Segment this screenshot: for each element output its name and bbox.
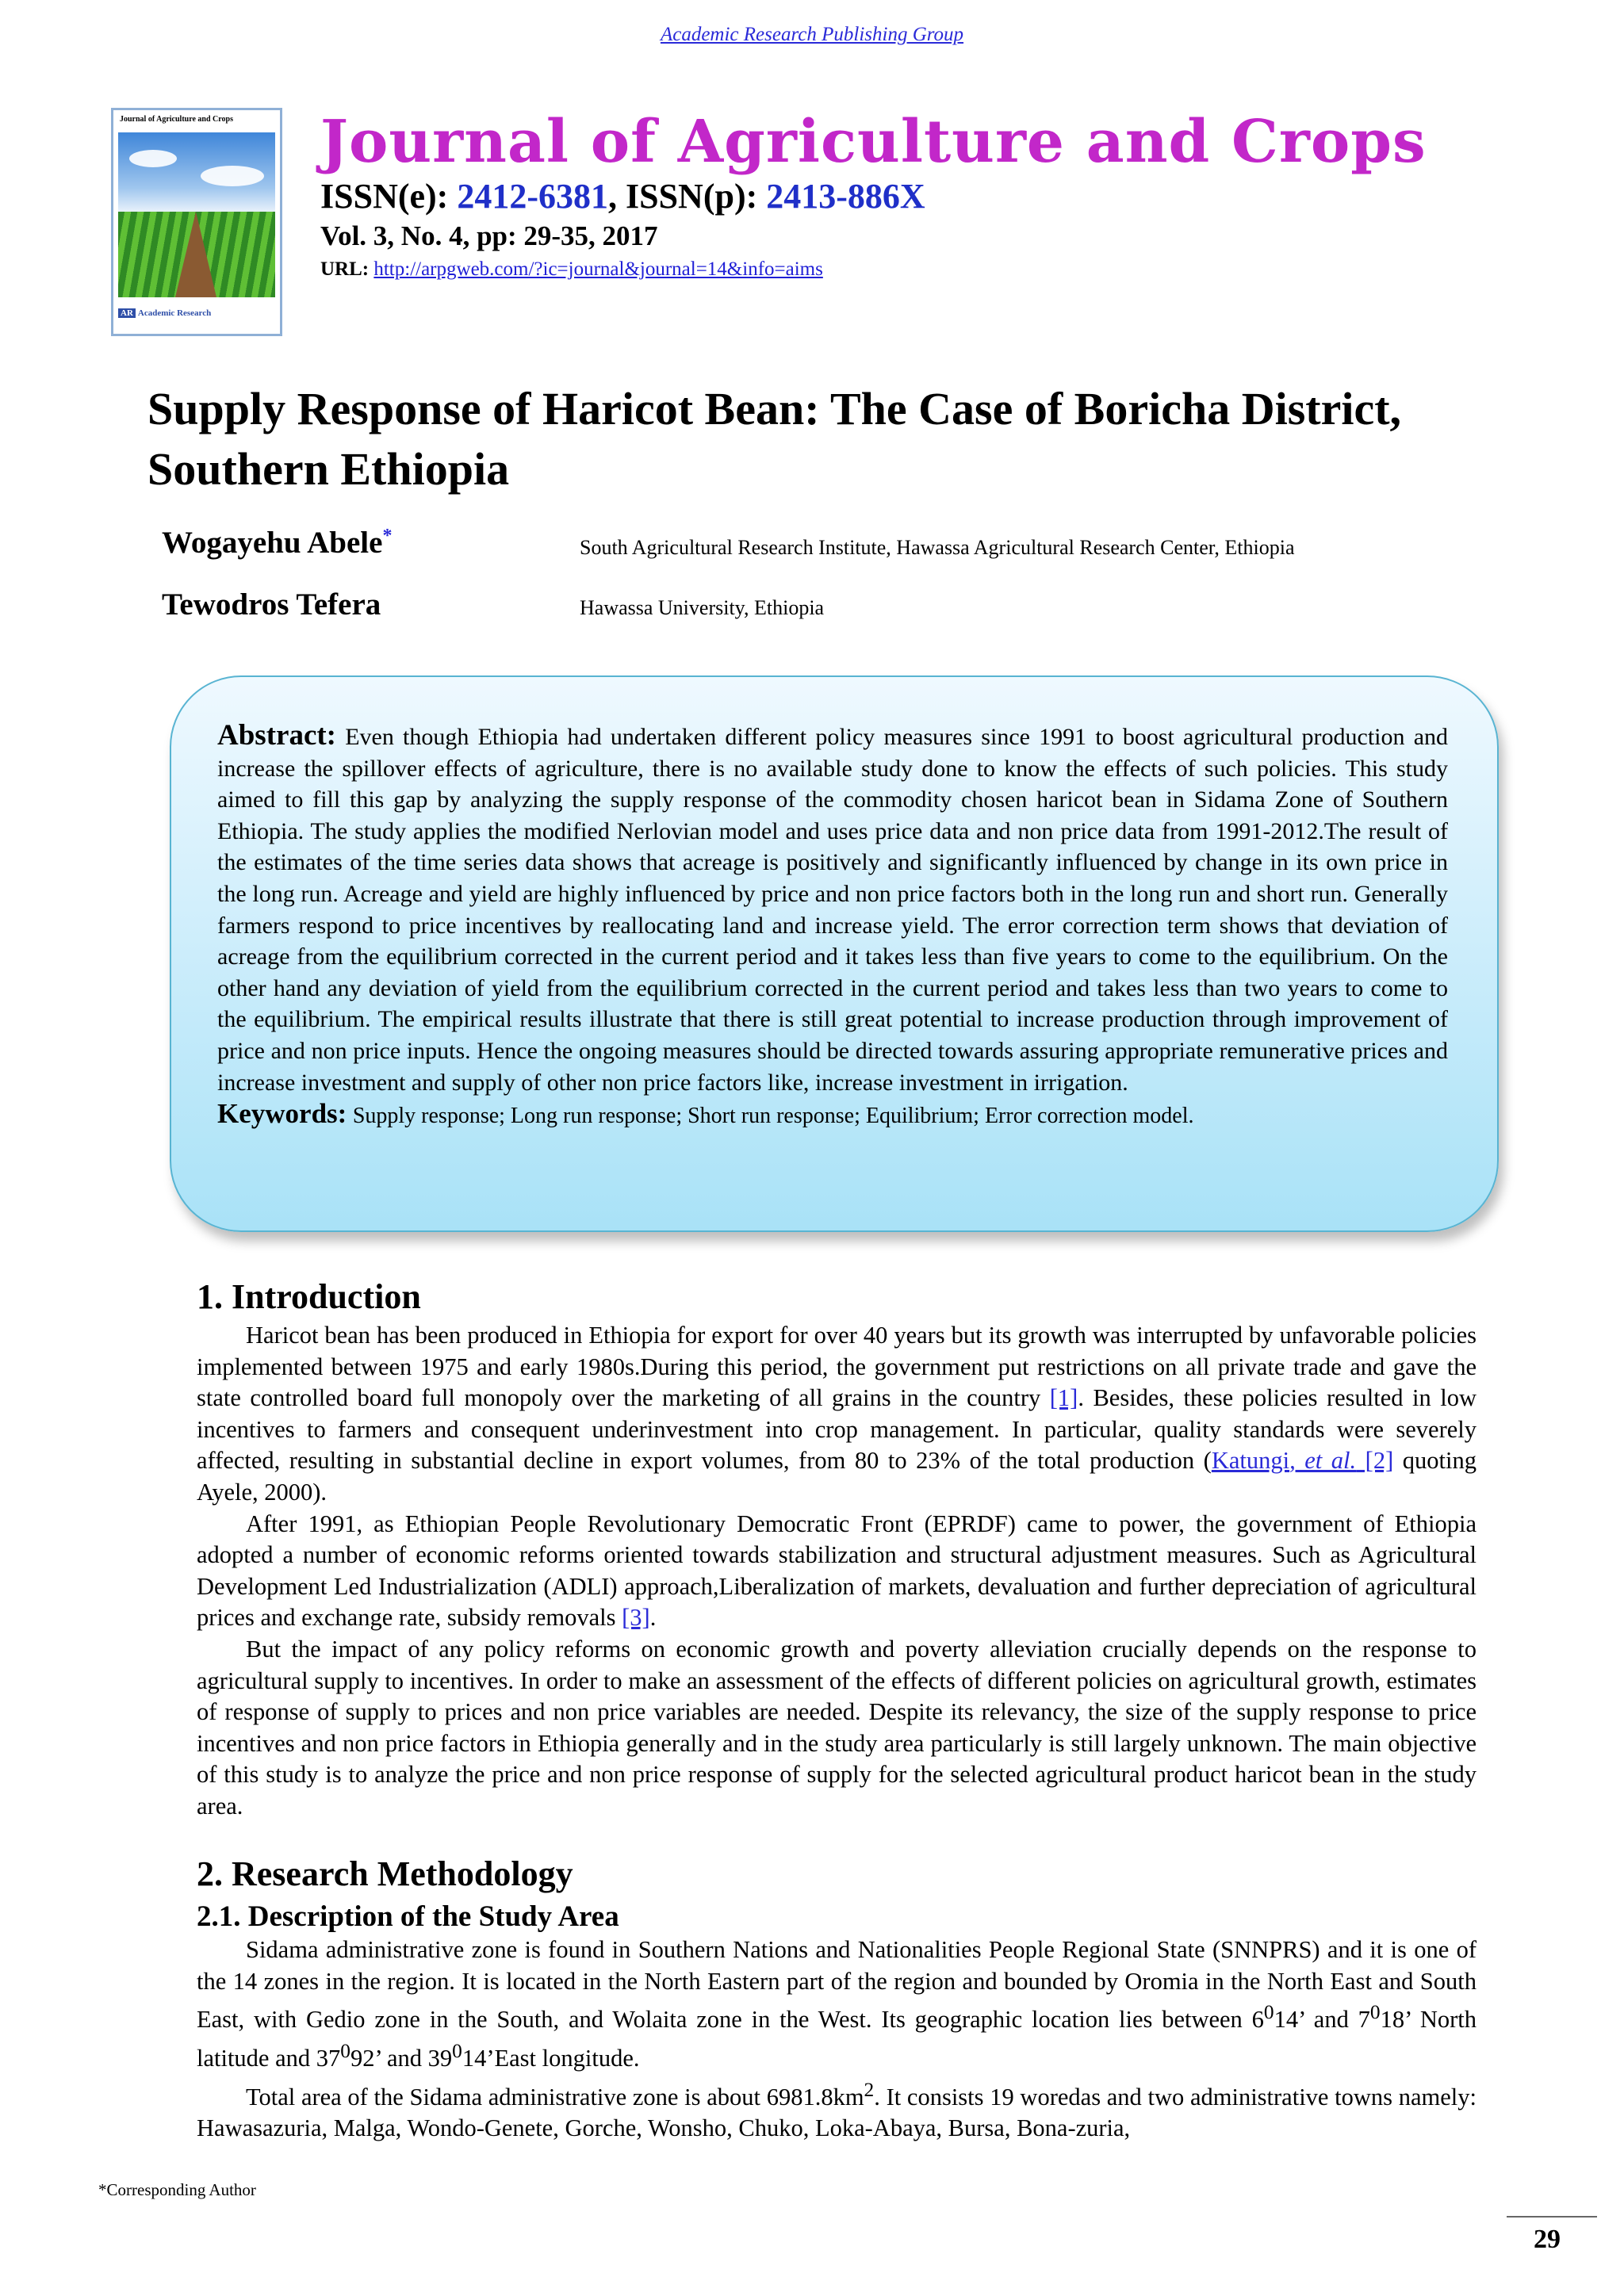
paragraph: After 1991, as Ethiopian People Revolutionary Democratic Front (EPRDF) came to power, the government of Ethiopia adopted a number of economic reforms oriented towards stabilization and structural adjustment measures. Such as Agricultural Development Led Industrialization (ADLI) approach,Liberalization of markets, devaluation and further depreciation of agricultural prices and exchange rate, subsidy removals [3]. xyxy=(197,1510,1477,1632)
author-affiliation: Hawassa University, Ethiopia xyxy=(580,596,825,619)
citation-link[interactable]: [1] xyxy=(1049,1384,1078,1412)
journal-url-line: URL: http://arpgweb.com/?ic=journal&journal=14&info=aims xyxy=(320,258,823,280)
issn-print: 2413-886X xyxy=(766,177,925,216)
citation-link[interactable]: [3] xyxy=(622,1604,650,1632)
cover-logo: AR Academic Research xyxy=(118,308,211,318)
keywords-label: Keywords: xyxy=(217,1098,347,1130)
page-number: 29 xyxy=(1534,2225,1561,2254)
abstract-text: Abstract: Even though Ethiopia had undertaken different policy measures since 1991 to boost agricultural production and increase the spillover effects of agriculture, there is no available study done to know the effects of such policies. This study aimed to fill this gap by analyzing the supply response of the commodity chosen haricot bean in Sidama Zone of Southern Ethiopia. The study applies the modified Nerlovian model and uses price data and non price data from 1991-2012.The result of the estimates of the time series data shows that acreage is positively and significantly influenced by change in its own price in the long run. Acreage and yield are highly influenced by price and non price factors both in the long run and short run. Generally farmers respond to price incentives by reallocating land and increase yield. The error correction term shows that deviation of acreage from the equilibrium corrected in the current period and it takes less than five years to come to the equilibrium. On the other hand any deviation of yield from the equilibrium corrected in the current period and takes less than two years to come to the equilibrium. The empirical results illustrate that there is still great potential to increase production through improvement of price and non price inputs. Hence the ongoing measures should be directed towards assuring appropriate remunerative prices and increase investment and supply of other non price factors like, increase investment in irrigation. xyxy=(217,719,1449,1096)
paragraph: Haricot bean has been produced in Ethiopia for export for over 40 years but its growth was interrupted by unfavorable policies implemented between 1975 and early 1980s.During this period, the government put restrictions on all private trade and gave the state controlled board full monopoly over the marketing of all grains in the country [1]. Besides, these policies resulted in low incentives to farmers and consequent underinvestment into crop management. In particular, quality standards were severely affected, resulting in substantial decline in export volumes, from 80 to 23% of the total production (Katungi, et al. [2] quoting Ayele, 2000). xyxy=(197,1322,1477,1506)
subsection-heading: 2.1. Description of the Study Area xyxy=(197,1900,619,1933)
paragraph: Sidama administrative zone is found in Southern Nations and Nationalities People Regional State (SNNPRS) and it is one of the 14 zones in the region. It is located in the North Eastern part of the region and bounded by Oromia in the North East and South East, with Gedio zone in the South, and Wolaita zone in the West. Its geographic location lies between $6^014$’ and $7^018$’ North latitude and $37^092$’ and $39^014’East$ longitude. xyxy=(197,1936,1477,2072)
section-methodology-body xyxy=(197,1934,1477,2145)
page-number-divider xyxy=(1507,2216,1597,2218)
corresponding-mark: * xyxy=(382,526,393,546)
volume-info: Vol. 3, No. 4, pp: 29-35, 2017 xyxy=(320,220,658,251)
publisher-link[interactable]: Academic Research Publishing Group xyxy=(660,24,964,45)
issn-electronic: 2412-6381 xyxy=(457,177,608,216)
abstract-box xyxy=(170,675,1499,1232)
cover-path xyxy=(175,212,216,297)
journal-title: Journal of Agriculture and Crops xyxy=(320,108,1427,176)
author-name: Wogayehu Abele* xyxy=(162,526,393,560)
journal-cover-image xyxy=(111,108,282,336)
section-introduction-body xyxy=(197,1320,1477,1823)
author-affiliation: South Agricultural Research Institute, Hawassa Agricultural Research Center, Ethiopia xyxy=(580,536,1295,559)
author-name: Tewodros Tefera xyxy=(162,587,381,622)
abstract-label: Abstract: xyxy=(217,719,337,752)
journal-url-link[interactable]: http://arpgweb.com/?ic=journal&journal=14&info=aims xyxy=(373,258,823,280)
paper-title: Supply Response of Haricot Bean: The Case of Boricha District, Southern Ethiopia xyxy=(147,383,1402,495)
footnote: *Corresponding Author xyxy=(98,2180,256,2199)
keywords: Keywords: Supply response; Long run response; Short run response; Equilibrium; Error correction model. xyxy=(217,1098,1194,1130)
paragraph: But the impact of any policy reforms on economic growth and poverty alleviation crucially depends on the response to agricultural supply to incentives. In order to make an assessment of the effects of different policies on agricultural growth, estimates of response of supply to prices and non price variables are needed. Despite its relevancy, the size of the supply response to price incentives and non price factors in Ethiopia generally and in the study area particularly is still largely unknown. The main objective of this study is to analyze the price and non price response of supply for the selected agricultural product haricot bean in the study area. xyxy=(197,1635,1477,1820)
paragraph: Total area of the Sidama administrative zone is about $6981.8km^2$. It consists 19 woredas and two administrative towns namely: Hawasazuria, Malga, Wondo-Genete, Gorche, Wonsho, Chuko, Loka-Abaya, Bursa, Bona-zuria, xyxy=(197,2078,1477,2142)
cover-title: Journal of Agriculture and Crops xyxy=(120,115,233,124)
publisher-link-header xyxy=(0,24,1624,46)
citation-link[interactable]: Katungi, et al. [2] xyxy=(1211,1447,1394,1475)
issn-line: ISSN(e): 2412-6381, ISSN(p): 2413-886X xyxy=(320,177,925,216)
section-heading: 1. Introduction xyxy=(197,1277,421,1316)
section-heading: 2. Research Methodology xyxy=(197,1854,573,1893)
